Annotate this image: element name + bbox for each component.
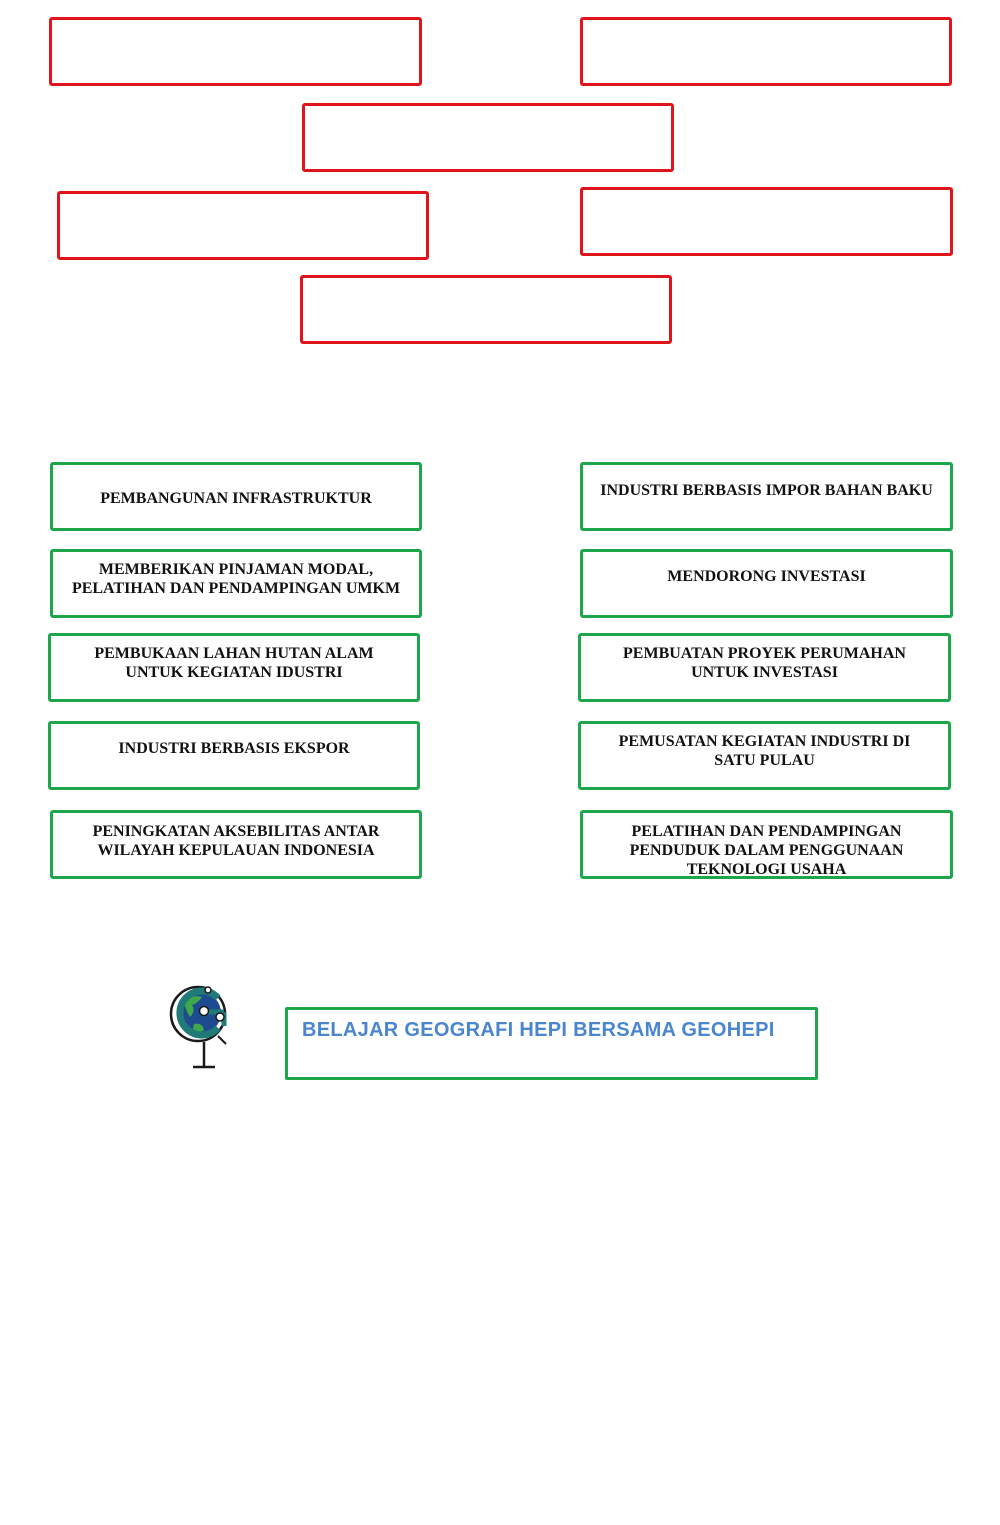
drop-zone-5[interactable] (580, 187, 953, 256)
globe-logo-icon (160, 978, 240, 1073)
option-card[interactable] (580, 810, 953, 879)
option-label: MEMBERIKAN PINJAMAN MODAL, PELATIHAN DAN PENDAMPINGAN UMKM (71, 561, 401, 597)
option-label: PEMUSATAN KEGIATAN INDUSTRI DI SATU PULAU (618, 733, 911, 769)
drop-zone-6[interactable] (300, 275, 672, 344)
option-card[interactable] (580, 462, 953, 531)
option-card[interactable] (50, 549, 422, 618)
option-card[interactable] (50, 462, 422, 531)
option-label: INDUSTRI BERBASIS EKSPOR (118, 740, 350, 757)
option-card[interactable] (580, 549, 953, 618)
option-label: MENDORONG INVESTASI (667, 568, 866, 585)
option-label: PEMBUKAAN LAHAN HUTAN ALAM UNTUK KEGIATAN IDUSTRI (94, 645, 374, 681)
option-label: PELATIHAN DAN PENDAMPINGAN PENDUDUK DALAM PENGGUNAAN TEKNOLOGI USAHA (629, 823, 904, 878)
option-label: INDUSTRI BERBASIS IMPOR BAHAN BAKU (600, 482, 933, 499)
banner-text: BELAJAR GEOGRAFI HEPI BERSAMA GEOHEPI (302, 1019, 775, 1041)
option-card[interactable] (48, 721, 420, 790)
option-card[interactable] (578, 633, 951, 702)
drop-zone-4[interactable] (57, 191, 429, 260)
option-label: PEMBANGUNAN INFRASTRUKTUR (100, 490, 372, 507)
drop-zone-1[interactable] (49, 17, 422, 86)
drop-zone-3[interactable] (302, 103, 674, 172)
option-card[interactable] (578, 721, 951, 790)
banner-box (285, 1007, 818, 1080)
drop-zone-2[interactable] (580, 17, 952, 86)
option-card[interactable] (50, 810, 422, 879)
option-label: PEMBUATAN PROYEK PERUMAHAN UNTUK INVESTASI (623, 645, 906, 681)
option-label: PENINGKATAN AKSEBILITAS ANTAR WILAYAH KEPULAUAN INDONESIA (92, 823, 380, 859)
option-card[interactable] (48, 633, 420, 702)
